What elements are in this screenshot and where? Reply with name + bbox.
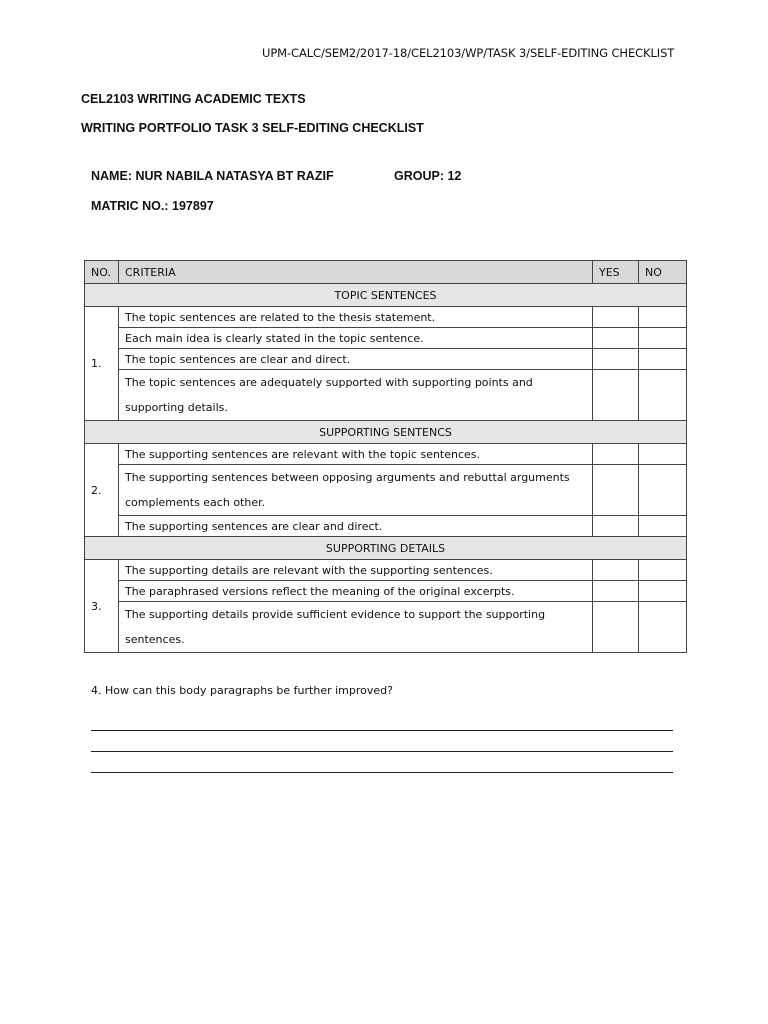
student-name: NAME: NUR NABILA NATASYA BT RAZIF xyxy=(91,169,334,183)
section-number: 3. xyxy=(85,560,119,653)
no-checkbox-cell[interactable] xyxy=(639,444,687,465)
yes-checkbox-cell[interactable] xyxy=(593,602,639,653)
yes-checkbox-cell[interactable] xyxy=(593,581,639,602)
table-row xyxy=(85,307,687,328)
header-no: NO. xyxy=(85,261,119,284)
criterion-text: The paraphrased versions reflect the meaning of the original excerpts. xyxy=(119,581,593,602)
section-title: TOPIC SENTENCES xyxy=(85,284,687,307)
table-row xyxy=(85,370,687,421)
section-row-supporting-sentences xyxy=(85,421,687,444)
section-number: 2. xyxy=(85,444,119,537)
yes-checkbox-cell[interactable] xyxy=(593,560,639,581)
criterion-text: Each main idea is clearly stated in the topic sentence. xyxy=(119,328,593,349)
section-title: SUPPORTING SENTENCS xyxy=(85,421,687,444)
criterion-text xyxy=(119,370,593,421)
no-checkbox-cell[interactable] xyxy=(639,370,687,421)
student-group: GROUP: 12 xyxy=(394,169,462,183)
self-editing-checklist-table xyxy=(84,260,687,653)
table-row xyxy=(85,581,687,602)
student-matric-number: MATRIC NO.: 197897 xyxy=(91,199,214,213)
header-yes: YES xyxy=(593,261,639,284)
no-checkbox-cell[interactable] xyxy=(639,349,687,370)
no-checkbox-cell[interactable] xyxy=(639,581,687,602)
table-row xyxy=(85,516,687,537)
criterion-text: The topic sentences are clear and direct. xyxy=(119,349,593,370)
criterion-text xyxy=(119,465,593,516)
improvement-question: 4. How can this body paragraphs be further improved? xyxy=(91,684,393,697)
criterion-text-content: The topic sentences are adequately supported with supporting points and supporting details. xyxy=(125,376,533,414)
no-checkbox-cell[interactable] xyxy=(639,307,687,328)
student-name-row xyxy=(91,169,462,183)
table-row xyxy=(85,465,687,516)
no-checkbox-cell[interactable] xyxy=(639,560,687,581)
criterion-text xyxy=(119,602,593,653)
section-number: 1. xyxy=(85,307,119,421)
criterion-text-content: The supporting details provide sufficient evidence to support the supporting sentences. xyxy=(125,608,546,646)
no-checkbox-cell[interactable] xyxy=(639,602,687,653)
yes-checkbox-cell[interactable] xyxy=(593,328,639,349)
answer-line[interactable] xyxy=(91,772,673,773)
answer-line[interactable] xyxy=(91,730,673,731)
no-checkbox-cell[interactable] xyxy=(639,465,687,516)
yes-checkbox-cell[interactable] xyxy=(593,349,639,370)
yes-checkbox-cell[interactable] xyxy=(593,370,639,421)
table-row xyxy=(85,602,687,653)
table-row xyxy=(85,444,687,465)
yes-checkbox-cell[interactable] xyxy=(593,307,639,328)
yes-checkbox-cell[interactable] xyxy=(593,516,639,537)
section-title: SUPPORTING DETAILS xyxy=(85,537,687,560)
table-row xyxy=(85,560,687,581)
no-checkbox-cell[interactable] xyxy=(639,328,687,349)
criterion-text-content: The supporting sentences between opposing arguments and rebuttal arguments complements each other. xyxy=(125,471,570,509)
no-checkbox-cell[interactable] xyxy=(639,516,687,537)
task-title: WRITING PORTFOLIO TASK 3 SELF-EDITING CHECKLIST xyxy=(81,121,424,135)
answer-line[interactable] xyxy=(91,751,673,752)
course-title: CEL2103 WRITING ACADEMIC TEXTS xyxy=(81,92,306,106)
yes-checkbox-cell[interactable] xyxy=(593,444,639,465)
header-criteria: CRITERIA xyxy=(119,261,593,284)
yes-checkbox-cell[interactable] xyxy=(593,465,639,516)
criterion-text: The topic sentences are related to the thesis statement. xyxy=(119,307,593,328)
table-row xyxy=(85,328,687,349)
criterion-text: The supporting details are relevant with the supporting sentences. xyxy=(119,560,593,581)
header-no-col: NO xyxy=(639,261,687,284)
document-reference-header: UPM-CALC/SEM2/2017-18/CEL2103/WP/TASK 3/SELF-EDITING CHECKLIST xyxy=(262,46,675,60)
section-row-topic-sentences xyxy=(85,284,687,307)
table-row xyxy=(85,349,687,370)
table-header-row xyxy=(85,261,687,284)
criterion-text: The supporting sentences are relevant with the topic sentences. xyxy=(119,444,593,465)
section-row-supporting-details xyxy=(85,537,687,560)
criterion-text: The supporting sentences are clear and direct. xyxy=(119,516,593,537)
